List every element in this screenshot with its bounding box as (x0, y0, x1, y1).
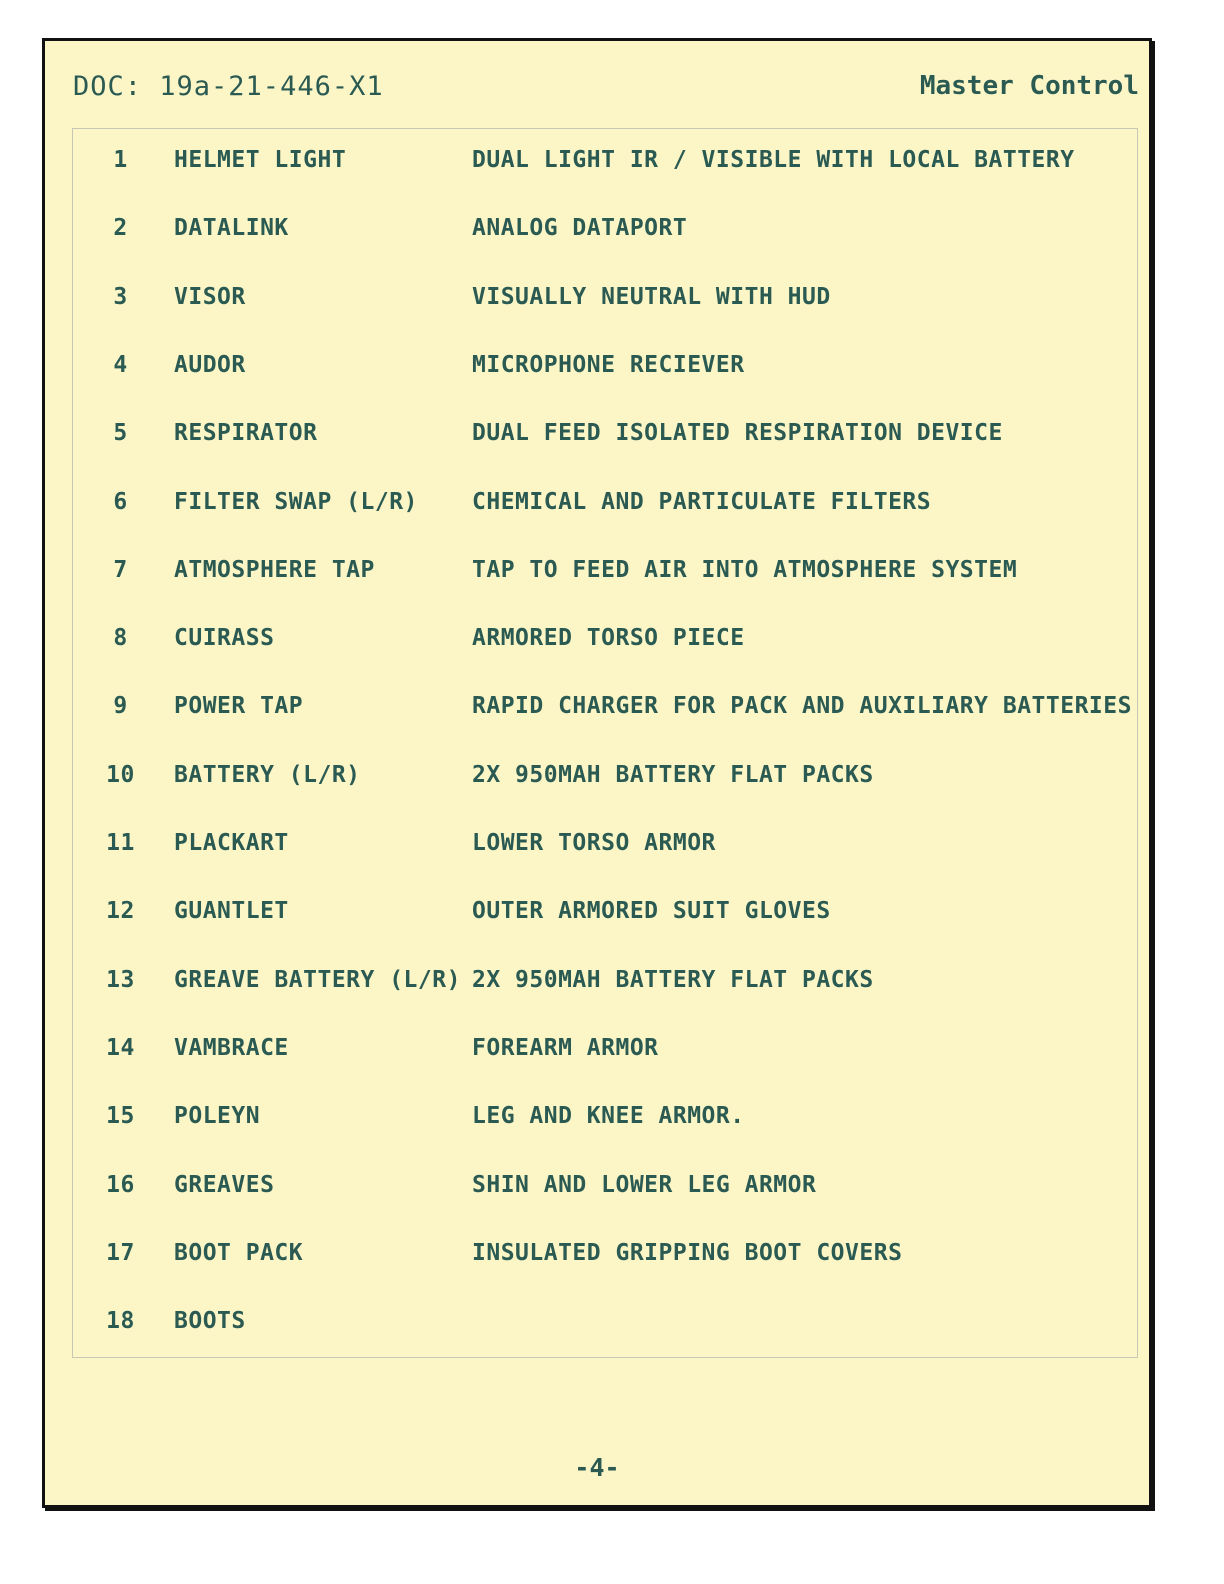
item-name: POWER TAP (174, 693, 304, 720)
item-number: 18 (106, 1308, 135, 1335)
item-number: 17 (106, 1239, 135, 1266)
item-description: SHIN AND LOWER LEG ARMOR (472, 1171, 817, 1198)
item-description: FOREARM ARMOR (472, 1034, 659, 1061)
table-row (73, 284, 1137, 324)
item-name: AUDOR (174, 351, 246, 378)
item-number: 2 (113, 215, 128, 242)
item-name: VAMBRACE (174, 1034, 289, 1061)
item-name: VISOR (174, 283, 246, 310)
item-description: TAP TO FEED AIR INTO ATMOSPHERE SYSTEM (472, 556, 1018, 583)
item-name: GREAVES (174, 1171, 275, 1198)
item-number: 4 (113, 351, 128, 378)
item-description: LEG AND KNEE ARMOR. (472, 1103, 745, 1130)
item-name: GUANTLET (174, 898, 289, 925)
item-name: DATALINK (174, 215, 289, 242)
item-number: 6 (113, 488, 128, 515)
table-row (73, 420, 1137, 460)
table-row (73, 625, 1137, 665)
item-description: RAPID CHARGER FOR PACK AND AUXILIARY BATTERIES (472, 693, 1132, 720)
item-number: 16 (106, 1171, 135, 1198)
item-description: VISUALLY NEUTRAL WITH HUD (472, 283, 831, 310)
table-row (73, 898, 1137, 938)
item-name: PLACKART (174, 830, 289, 856)
item-name: POLEYN (174, 1103, 261, 1130)
item-description: DUAL LIGHT IR / VISIBLE WITH LOCAL BATTERY (472, 147, 1075, 173)
item-number: 14 (106, 1034, 135, 1061)
document-title: Master Control (919, 71, 1139, 101)
table-row (73, 1308, 1137, 1348)
table-row (73, 1172, 1137, 1212)
table-row (73, 1103, 1137, 1143)
item-description: OUTER ARMORED SUIT GLOVES (472, 898, 831, 925)
item-number: 10 (106, 761, 135, 788)
item-description: 2X 950MAH BATTERY FLAT PACKS (472, 761, 874, 788)
item-description: LOWER TORSO ARMOR (472, 830, 716, 856)
item-number: 9 (113, 693, 128, 720)
table-row (73, 1035, 1137, 1075)
item-number: 1 (113, 147, 128, 173)
item-name: CUIRASS (174, 625, 275, 652)
document-page (42, 38, 1152, 1508)
item-name: ATMOSPHERE TAP (174, 556, 375, 583)
item-description: MICROPHONE RECIEVER (472, 351, 745, 378)
table-row (73, 1240, 1137, 1280)
item-description: ANALOG DATAPORT (472, 215, 688, 242)
item-name: BATTERY (L/R) (174, 761, 361, 788)
table-row (73, 762, 1137, 802)
table-row (73, 693, 1137, 733)
item-name: BOOT PACK (174, 1239, 304, 1266)
page-number: -4- (574, 1453, 620, 1482)
item-name: HELMET LIGHT (174, 147, 347, 173)
table-row (73, 557, 1137, 597)
table-row (73, 830, 1137, 870)
item-number: 15 (106, 1103, 135, 1130)
item-name: FILTER SWAP (L/R) (174, 488, 418, 515)
document-id: DOC: 19a-21-446-X1 (73, 71, 384, 102)
item-number: 3 (113, 283, 128, 310)
table-row (73, 215, 1137, 255)
item-description: 2X 950MAH BATTERY FLAT PACKS (472, 966, 874, 993)
item-name: GREAVE BATTERY (L/R) (174, 966, 461, 993)
item-description: ARMORED TORSO PIECE (472, 625, 745, 652)
item-number: 13 (106, 966, 135, 993)
item-name: RESPIRATOR (174, 420, 318, 447)
table-row (73, 147, 1137, 187)
item-description: INSULATED GRIPPING BOOT COVERS (472, 1239, 903, 1266)
table-row (73, 352, 1137, 392)
table-row (73, 967, 1137, 1007)
parts-table (72, 128, 1138, 1358)
item-number: 7 (113, 556, 128, 583)
table-row (73, 489, 1137, 529)
item-description: DUAL FEED ISOLATED RESPIRATION DEVICE (472, 420, 1003, 447)
item-number: 11 (106, 830, 135, 856)
item-number: 8 (113, 625, 128, 652)
item-number: 12 (106, 898, 135, 925)
item-number: 5 (113, 420, 128, 447)
item-description: CHEMICAL AND PARTICULATE FILTERS (472, 488, 932, 515)
item-name: BOOTS (174, 1308, 246, 1335)
